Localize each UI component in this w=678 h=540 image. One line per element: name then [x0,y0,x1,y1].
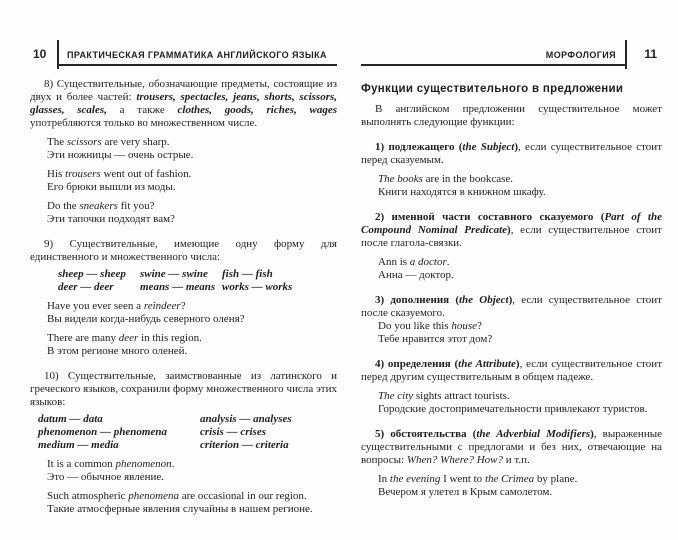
text-segment: 3) [375,294,391,306]
example-line [30,136,337,149]
text-segment: by plane. [534,473,578,485]
text-segment: Это — обычное явление. [47,471,164,483]
text-segment: There are many [47,332,119,344]
text-segment: trousers [65,168,101,180]
example-pair [361,173,662,199]
text-segment: The [47,136,67,148]
example-line [361,173,662,186]
paragraph [361,428,662,467]
example-pair [30,136,337,162]
table-cell: swine — swine [140,268,208,280]
text-segment: 8) Существительные, обозначающие предметы, состоящие из двух и более частей: [30,78,337,103]
text-segment: а также [106,104,178,116]
text-segment: phenomenon [115,458,172,470]
page-left [30,0,337,516]
text-segment: 5) [375,428,391,440]
text-segment: Do the [47,200,80,212]
text-segment: Ann is [378,256,410,268]
example-line [30,181,337,194]
text-segment: Вечером я улетел в Крым самолетом. [378,486,553,498]
paragraph [30,370,337,409]
text-segment: the Crimea [484,473,535,485]
right-running-title: МОРФОЛОГИЯ [545,50,616,60]
example-line [30,300,337,313]
table-cell: analysis — analyses [200,413,292,425]
text-segment: clothes, goods, riches, wages [177,104,338,116]
text-segment: Его брюки вышли из моды. [47,181,176,193]
example-pair [30,458,337,484]
text-segment: are in the bookcase. [422,173,514,185]
word-forms-table [58,268,337,294]
text-segment: , если существительное стоит перед сказуемым. [361,141,663,166]
text-segment: sneakers [79,200,118,212]
text-segment: обстоятельства ( [390,428,477,440]
text-segment: The books [378,173,423,185]
text-segment: 9) Существительные, имеющие одну форму для единственного и множественного числа: [30,238,337,263]
example-line [361,256,662,269]
text-segment: phenomena [128,490,179,502]
right-running-header [361,44,662,66]
example-pair [30,300,337,326]
example-line [361,486,662,499]
example-line [30,490,337,503]
text-segment: went out of fashion. [100,168,192,180]
paragraph [361,358,662,384]
text-segment: , если существительное стоит после глагола-связки. [361,224,662,249]
text-segment: a doctor [409,256,447,268]
example-line [30,345,337,358]
example-line [30,313,337,326]
example-pair [361,320,662,346]
text-segment: . [446,256,450,268]
text-segment: Such atmospheric [47,490,129,502]
text-segment: 4) [375,358,388,370]
table-cell: criterion — criteria [200,439,289,451]
left-page-number: 10 [33,47,47,61]
text-segment: the Adverbial Modifiers [476,428,591,440]
text-segment: . [171,458,175,470]
section-heading: Функции существительного в предложении [361,83,624,95]
table-row [38,439,337,452]
text-segment: the Attribute [458,358,516,370]
text-segment: , если существительное стоит после сказуемого. [361,294,662,319]
text-segment: fit you? [117,200,155,212]
right-page-body [361,83,662,499]
example-pair [30,168,337,194]
text-segment: The city [378,390,414,402]
text-segment: дополнения ( [390,294,459,306]
paragraph [361,103,662,129]
example-line [361,269,662,282]
text-segment: deer [118,332,139,344]
paragraph [361,141,662,167]
table-row [58,268,337,281]
text-segment: употребляются только во множественном числе. [30,117,258,129]
text-segment: In [378,473,390,485]
table-row [38,413,337,426]
text-segment: reindeer [143,300,181,312]
text-segment: When? Where? How? [406,454,503,466]
text-segment: Do you like this [378,320,452,332]
text-segment: В английском предложении существительное может выполнять следующие функции: [361,103,662,128]
example-line [30,458,337,471]
text-segment: определения ( [387,358,459,370]
text-segment: подлежащего ( [388,141,463,153]
text-segment: Part of the Compound Nominal Predicate [361,211,662,236]
text-segment: in this region. [138,332,202,344]
example-line [30,213,337,226]
example-line [30,200,337,213]
example-line [361,333,662,346]
example-pair [361,473,662,499]
example-pair [361,256,662,282]
text-segment: are occasional in our region. [178,490,307,502]
example-line [30,332,337,345]
header-rule-left [57,64,337,66]
example-line [30,168,337,181]
text-segment: ) [507,224,511,236]
text-segment: Эти ножницы — очень острые. [47,149,194,161]
text-segment: ? [477,320,482,332]
text-segment: His [47,168,66,180]
word-forms-table [38,413,337,452]
text-segment: , выраженные существительными с предлогами и без них, отвечающие на вопросы: [361,428,662,466]
right-page-number: 11 [644,47,657,61]
table-row [38,426,337,439]
table-cell: works — works [222,281,293,293]
table-cell: fish — fish [222,268,273,280]
text-segment: trousers, spectacles, jeans, shorts, scissors, glasses, scales, [30,91,338,116]
text-segment: и т.п. [503,454,530,466]
table-cell: medium — media [38,439,119,451]
text-segment: It is a common [47,458,116,470]
text-segment: Эти тапочки подходят вам? [47,213,175,225]
text-segment: are very sharp. [101,136,170,148]
text-segment: Анна — доктор. [378,269,454,281]
text-segment: Книги находятся в книжном шкафу. [378,186,546,198]
example-line [361,320,662,333]
page-right [361,0,662,499]
table-cell: datum — data [38,413,103,425]
example-line [30,503,337,516]
text-segment: sights attract tourists. [413,390,510,402]
example-line [30,471,337,484]
example-line [361,186,662,199]
example-line [30,149,337,162]
text-segment: the Object [459,294,509,306]
example-line [361,473,662,486]
text-segment: house [451,320,478,332]
text-segment: , если существительное стоит перед другим существительным в общем падеже. [361,358,662,383]
paragraph [361,294,662,320]
text-segment: the evening [389,473,441,485]
example-line [361,390,662,403]
left-running-title: ПРАКТИЧЕСКАЯ ГРАММАТИКА АНГЛИЙСКОГО ЯЗЫКА [67,50,327,60]
text-segment: 1) [375,141,389,153]
text-segment: scissors [66,136,102,148]
paragraph [30,78,337,130]
example-pair [361,390,662,416]
text-segment: Вы видели когда-нибудь северного оленя? [47,313,245,325]
text-segment: именной части составного сказуемого ( [391,211,605,223]
paragraph [30,238,337,264]
text-segment: ) [508,294,513,306]
paragraph [361,211,662,250]
text-segment: Городские достопримечательности привлекают туристов. [378,403,648,415]
example-line [361,403,662,416]
table-cell: crisis — crises [200,426,266,438]
table-cell: phenomenon — phenomena [38,426,167,438]
example-pair [30,200,337,226]
table-cell: deer — deer [58,281,114,293]
text-segment: ) [514,141,519,153]
text-segment: the Subject [462,141,515,153]
text-segment: Такие атмосферные явления случайны в нашем регионе. [47,503,313,515]
table-cell: sheep — sheep [58,268,126,280]
example-pair [30,490,337,516]
left-running-header [30,44,337,66]
text-segment: ) [590,428,594,440]
table-row [58,281,337,294]
text-segment: ) [515,358,520,370]
header-rule-right [361,64,627,66]
text-segment: 2) [375,211,392,223]
text-segment: ? [180,300,186,312]
text-segment: I went to [440,473,485,485]
table-cell: means — means [140,281,216,293]
text-segment: Have you ever seen a [47,300,144,312]
left-page-body [30,78,337,516]
example-pair [30,332,337,358]
text-segment: 10) Существительные, заимствованные из латинского и греческого языков, сохранили форму множественного числа этих языков: [30,370,337,408]
text-segment: Тебе нравится этот дом? [378,333,493,345]
text-segment: В этом регионе много оленей. [47,345,188,357]
